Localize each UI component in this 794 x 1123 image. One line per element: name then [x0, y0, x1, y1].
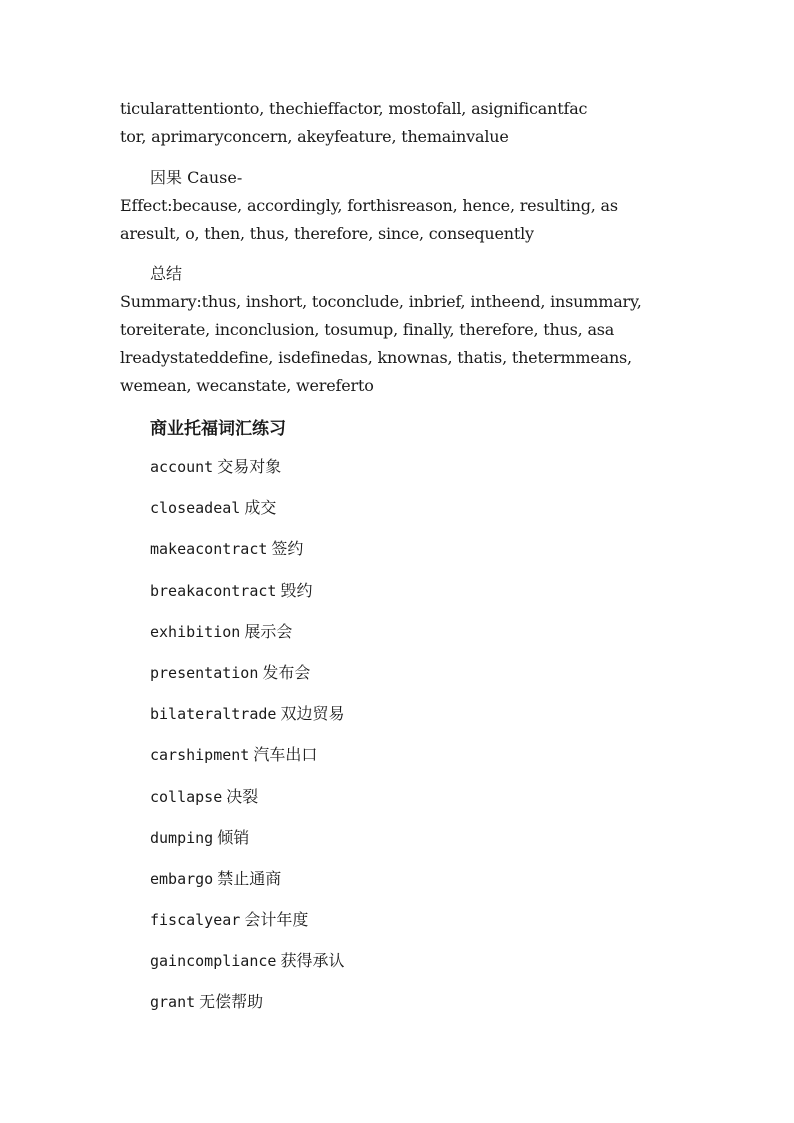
- vocab-item: [150, 620, 344, 661]
- paragraph-line: wemean, wecanstate, wereferto: [120, 376, 374, 395]
- vocab-term: closeadeal: [150, 499, 241, 518]
- paragraph-line: tor, aprimaryconcern, akeyfeature, themainvalue: [120, 127, 509, 146]
- vocab-item: [150, 867, 344, 908]
- vocab-item: [150, 990, 344, 1031]
- vocab-translation: 毁约: [280, 580, 313, 600]
- vocab-term: exhibition: [150, 622, 241, 641]
- paragraph-line: ticularattentionto, thechieffactor, mostofall, asignificantfac: [120, 99, 588, 118]
- paragraph-line: Summary:thus, inshort, toconclude, inbrief, intheend, insummary,: [120, 292, 642, 311]
- vocab-translation: 发布会: [262, 662, 311, 682]
- vocab-item: [150, 537, 344, 578]
- vocab-translation: 无偿帮助: [199, 992, 264, 1012]
- vocab-term: carshipment: [150, 746, 250, 765]
- paragraph-line: toreiterate, inconclusion, tosumup, finally, therefore, thus, asa: [120, 320, 615, 339]
- paragraph-line: aresult, o, then, thus, therefore, since, consequently: [120, 224, 534, 243]
- vocab-translation: 汽车出口: [253, 745, 318, 765]
- paragraph-line: lreadystateddefine, isdefinedas, knownas, thatis, thetermmeans,: [120, 348, 632, 367]
- vocab-term: presentation: [150, 663, 259, 682]
- vocab-translation: 禁止通商: [217, 868, 282, 888]
- vocab-item: [150, 743, 344, 784]
- vocab-term: account: [150, 458, 214, 476]
- vocab-term: dumping: [150, 828, 214, 847]
- paragraph-heading: 总结: [150, 264, 183, 283]
- vocab-translation: 获得承认: [280, 951, 345, 971]
- vocab-item: [150, 455, 344, 496]
- vocab-translation: 成交: [244, 498, 277, 518]
- vocab-term: grant: [150, 993, 196, 1012]
- paragraph-summary: [120, 260, 680, 400]
- vocab-item: [150, 949, 344, 990]
- vocab-item: [150, 661, 344, 702]
- vocab-item: [150, 908, 344, 949]
- vocab-translation: 交易对象: [217, 457, 282, 476]
- vocab-translation: 决裂: [226, 786, 259, 806]
- vocab-term: bilateraltrade: [150, 705, 277, 724]
- vocab-item: [150, 826, 344, 867]
- vocab-translation: 签约: [271, 539, 304, 559]
- vocab-term: fiscalyear: [150, 911, 241, 930]
- vocab-term: embargo: [150, 869, 214, 888]
- vocab-item: [150, 702, 344, 743]
- vocab-translation: 双边贸易: [280, 704, 345, 724]
- paragraph-emphasis: [120, 95, 680, 151]
- vocab-translation: 展示会: [244, 621, 293, 641]
- vocab-item: [150, 785, 344, 826]
- vocab-list: [150, 455, 344, 1032]
- section-heading: 商业托福词汇练习: [150, 419, 286, 439]
- vocab-item: [150, 496, 344, 537]
- paragraph-heading: 因果 Cause-: [150, 168, 243, 187]
- vocab-translation: 会计年度: [244, 910, 309, 930]
- vocab-term: gaincompliance: [150, 952, 277, 971]
- paragraph-cause-effect: [120, 164, 680, 248]
- vocab-term: makeacontract: [150, 540, 268, 559]
- vocab-term: collapse: [150, 787, 223, 806]
- vocab-term: breakacontract: [150, 581, 277, 600]
- paragraph-line: Effect:because, accordingly, forthisreason, hence, resulting, as: [120, 196, 618, 215]
- vocab-translation: 倾销: [217, 827, 250, 847]
- vocab-item: [150, 579, 344, 620]
